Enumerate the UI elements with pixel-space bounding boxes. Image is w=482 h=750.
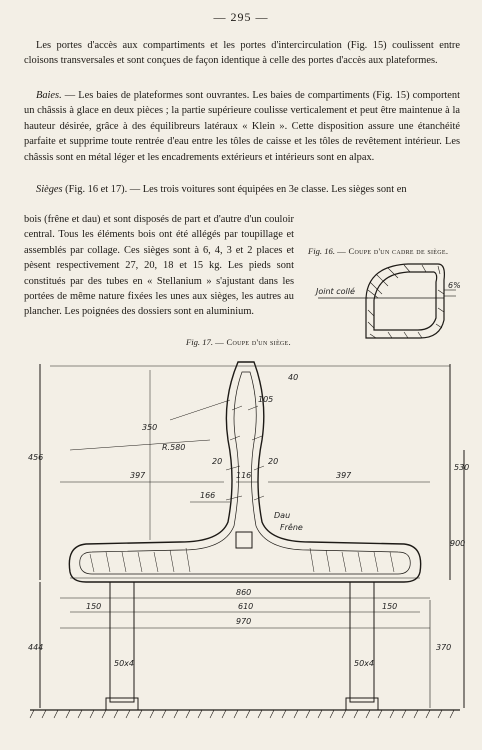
dim-166: 166 (200, 491, 216, 500)
label-frene: Frêne (280, 523, 303, 532)
fig17-drawing (10, 350, 472, 730)
paragraph-sieges-body: bois (frêne et dau) et sont disposés de part et d'autre d'un couloir central. Tous les éléments bois ont été allégés par toupillage et assemblés par collage. Ces sièges sont à 6, 4, 3 et 2 places et pèsent respectivement 27, 20, 18 et 15 kg. Les pieds sont constitués par des tubes en « Stellanium » s'ajustant dans les portées de même nature fixées les unes aux sièges, les autres au plancher. Les poignées des dossiers sont en aluminium. (24, 214, 294, 318)
paragraph-baies (24, 88, 460, 165)
dim-50x4-right: 50x4 (354, 659, 375, 668)
dim-150-right: 150 (382, 602, 398, 611)
label-dau: Dau (274, 511, 291, 520)
dim-116: 116 (236, 471, 252, 480)
dim-900: 900 (450, 539, 466, 548)
paragraph-portes: Les portes d'accès aux compartiments et les portes d'intercirculation (Fig. 15) coulissent entre cloisons transversales et sont conçues de façon identique à celle des portes d'accès aux plateformes. (24, 40, 460, 67)
sieges-first-line: (Fig. 16 et 17). — Les trois voitures sont équipées en 3e classe. Les sièges sont en (62, 184, 407, 195)
fig16-drawing (308, 260, 476, 342)
sieges-title: Sièges (36, 184, 63, 195)
dim-444: 444 (28, 643, 44, 652)
dim-20-a: 20 (212, 457, 223, 466)
dim-370: 370 (436, 643, 452, 652)
baies-text: — Les baies de plateformes sont ouvrantes. Les baies de compartiments (Fig. 15) comportent un châssis à glace en deux pièces ; la partie supérieure coulisse verticalement et peut être maintenue à la hauteur désirée, grâce à des équilibreurs latéraux « Klein ». Cette disposition assure une étanchéité parfaite et supprime toute rentrée d'eau entre les tôles de caisse et les tôles de revêtement intérieur. Les châssis sont en métal léger et les encadrements extérieurs et intérieurs sont en alpax. (24, 90, 460, 163)
dim-456: 456 (28, 453, 44, 462)
fig16-caption (308, 246, 448, 256)
fig17-number: Fig. 17. (186, 337, 213, 347)
dim-860: 860 (236, 588, 252, 597)
leg-right (350, 582, 374, 702)
floor-hatch (30, 710, 454, 718)
dim-40: 40 (288, 373, 299, 382)
frame-outer (366, 264, 444, 338)
dim-397-left: 397 (130, 471, 146, 480)
fig17-caption-text: — Coupe d'un siège. (215, 337, 291, 347)
leg-left (110, 582, 134, 702)
fig16-caption-text: — Coupe d'un cadre de siège. (337, 246, 449, 256)
fig16-number: Fig. 16. (308, 246, 335, 256)
dim-530: 530 (454, 463, 470, 472)
dim-397-right: 397 (336, 471, 352, 480)
dim-r580: R.580 (162, 443, 186, 452)
seat-hatch (90, 406, 394, 572)
paragraph-sieges-first-line (24, 182, 460, 197)
dim-105: 105 (258, 395, 274, 404)
seat-center-block (236, 532, 252, 548)
dim-150-left: 150 (86, 602, 102, 611)
dim-350: 350 (142, 423, 158, 432)
page-number: — 295 — (213, 10, 269, 24)
baies-title: Baies. (36, 90, 62, 101)
dim-610: 610 (238, 602, 254, 611)
dim-20-b: 20 (268, 457, 279, 466)
frame-inner (374, 272, 437, 330)
fig17-caption (186, 337, 291, 347)
dim-50x4-left: 50x4 (114, 659, 135, 668)
dim-970: 970 (236, 617, 252, 626)
fig16-dim-label: 6% (448, 281, 461, 290)
fig16-joint-label: Joint collé (316, 287, 355, 296)
